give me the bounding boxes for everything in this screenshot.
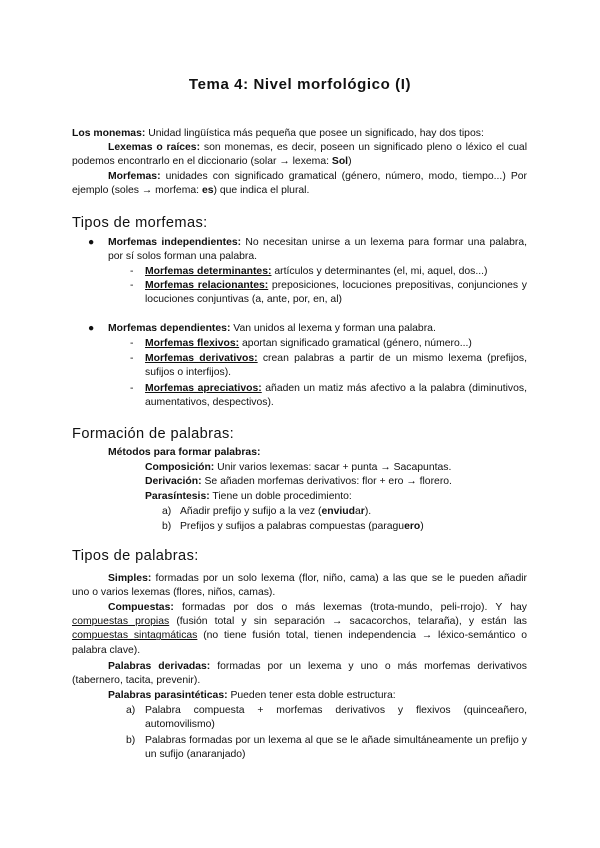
dash-icon: -: [130, 338, 134, 349]
independientes-item: [108, 236, 527, 264]
list-marker: a): [162, 506, 172, 517]
compuestas-paragraph: Compuestas: formadas por dos o más lexemas (trota-mundo, peli-rrojo). Y hay compuestas propias (fusión total y sin separación → sacacorchos, telaraña), y están las compuestas sintagmáticas (no tiene fusión total, tienen independencia → léxico-semántico o palabra clave).: [72, 602, 528, 656]
parasinteticas-option-a: Palabra compuesta + morfemas derivativos y flexivos (quinceañero, automovilismo): [145, 705, 527, 731]
simples-paragraph: [72, 572, 527, 600]
monemas-paragraph: [72, 127, 527, 141]
derivadas-text: formadas por un lexema y uno o más morfemas derivativos (tabernero, tacita, prevenir).: [72, 661, 527, 687]
lexemas-paragraph: [72, 141, 527, 169]
list-marker: b): [126, 735, 136, 746]
relacionantes-label: Morfemas relacionantes:: [145, 280, 269, 291]
morfemas-end: ) que indica el plural.: [213, 185, 310, 197]
parasinteticas-text: Pueden tener esta doble estructura:: [227, 690, 396, 701]
relacionantes-item: [145, 279, 527, 307]
independientes-text: No necesitan unirse a un lexema para formar una palabra, por sí solos forman una palabra.: [108, 237, 528, 263]
composicion-label: Composición:: [145, 462, 215, 473]
monemas-label: Los monemas:: [72, 128, 146, 139]
apreciativos-label: Morfemas apreciativos:: [145, 383, 262, 394]
derivativos-item: [145, 352, 527, 380]
derivacion-label: Derivación:: [145, 476, 202, 487]
derivadas-label: Palabras derivadas:: [108, 661, 211, 672]
composicion-text: Unir varios lexemas: sacar + punta → Sacapuntas.: [214, 462, 452, 473]
dash-icon: -: [130, 383, 134, 394]
dependientes-item: [108, 322, 527, 336]
derivacion-text: Se añaden morfemas derivativos: flor + ero → florero.: [201, 476, 452, 487]
parasintesis-option-a: Añadir prefijo y sufijo a la vez (enviudar).: [180, 506, 372, 517]
morfemas-label: Morfemas:: [108, 171, 161, 182]
dependientes-label: Morfemas dependientes:: [108, 323, 231, 334]
metodos-label: Métodos para formar palabras:: [108, 447, 261, 458]
dash-icon: -: [130, 353, 134, 364]
flexivos-item: [145, 337, 527, 351]
derivativos-label: Morfemas derivativos:: [145, 353, 258, 364]
parasinteticas-paragraph: [72, 689, 527, 703]
parasintesis-option-b: Prefijos y sufijos a palabras compuestas (paraguero): [180, 521, 424, 532]
simples-text: formadas por un solo lexema (flor, niño, cama) a las que se le pueden añadir uno o varios lexemas (flores, niños, camas).: [72, 573, 527, 599]
determinantes-text: artículos y determinantes (el, mi, aquel, dos...): [271, 266, 488, 277]
bullet-icon: ●: [88, 237, 95, 248]
list-marker: a): [126, 705, 136, 716]
lexemas-text: son monemas, es decir, poseen un significado pleno o léxico el cual podemos encontrarlo en el diccionario (solar → lexema:: [72, 142, 528, 168]
relacionantes-text: preposiciones, locuciones prepositivas, conjunciones y locuciones conjuntivas (a, ante, por, en, al): [145, 280, 527, 306]
list-marker: b): [162, 521, 172, 532]
derivadas-paragraph: [72, 660, 527, 688]
flexivos-text: aportan significado gramatical (género, número...): [239, 338, 472, 349]
heading-tipos-palabras: Tipos de palabras:: [72, 548, 199, 564]
lexemas-end: ): [348, 156, 352, 168]
compuestas-label: Compuestas:: [108, 602, 174, 613]
compuestas-propias: compuestas propias: [72, 616, 170, 628]
independientes-label: Morfemas independientes:: [108, 237, 242, 248]
heading-formacion: Formación de palabras:: [72, 426, 235, 442]
apreciativos-item: [145, 382, 527, 410]
apreciativos-text: añaden un matiz más afectivo a la palabra (diminutivos, aumentativos, despectivos).: [145, 383, 527, 409]
derivativos-text: crean palabras a partir de un mismo lexema (prefijos, sufijos o interfijos).: [145, 353, 527, 379]
determinantes-label: Morfemas determinantes:: [145, 266, 272, 277]
page-title: Tema 4: Nivel morfológico (I): [188, 76, 412, 93]
parasintesis-line: [145, 490, 527, 504]
determinantes-item: [145, 265, 527, 279]
compuestas-sintagmaticas: compuestas sintagmáticas: [72, 630, 198, 642]
dependientes-text: Van unidos al lexema y forman una palabra.: [230, 323, 436, 334]
morfemas-paragraph: [72, 170, 527, 198]
heading-tipos-morfemas: Tipos de morfemas:: [72, 215, 208, 231]
parasinteticas-option-b: Palabras formadas por un lexema al que se le añade simultáneamente un prefijo y un sufijo (anaranjado): [145, 735, 527, 761]
simples-label: Simples:: [108, 573, 152, 584]
parasintesis-text: Tiene un doble procedimiento:: [209, 491, 352, 502]
composicion-line: [145, 461, 527, 475]
morfemas-text: unidades con significado gramatical (género, número, modo, tiempo...) Por ejemplo (soles → morfema:: [72, 171, 527, 197]
derivacion-line: [145, 475, 527, 489]
parasintesis-label: Parasíntesis:: [145, 491, 210, 502]
parasinteticas-label: Palabras parasintéticas:: [108, 690, 228, 701]
lexemas-example: Sol: [331, 156, 349, 168]
dash-icon: -: [130, 266, 134, 277]
morfemas-example: es: [201, 185, 214, 197]
dash-icon: -: [130, 280, 134, 291]
flexivos-label: Morfemas flexivos:: [145, 338, 240, 349]
lexemas-label: Lexemas o raíces:: [108, 142, 201, 153]
bullet-icon: ●: [88, 323, 95, 334]
monemas-text: Unidad lingüística más pequeña que posee un significado, hay dos tipos:: [145, 128, 484, 139]
